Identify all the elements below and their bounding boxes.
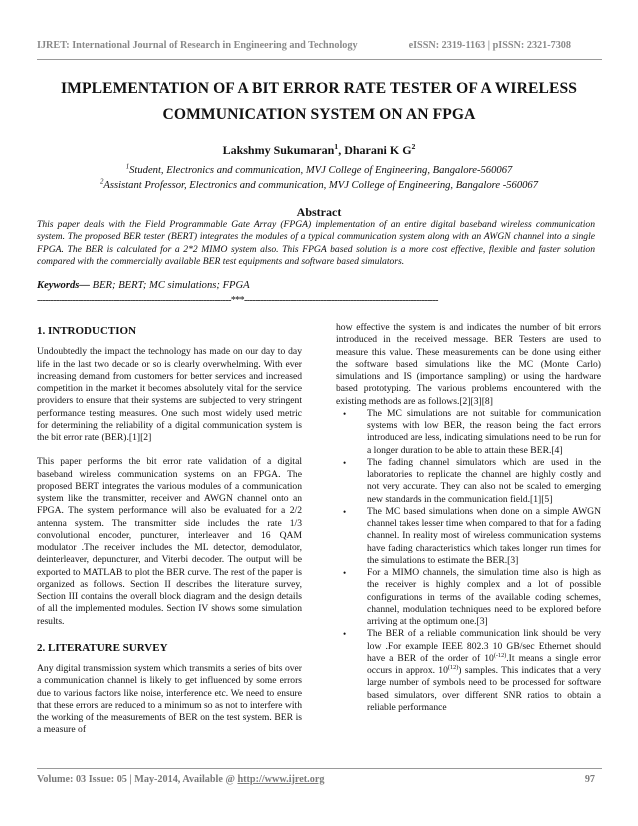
list-item-text-c: ) samples. This indicates that a very large number of symbols need to be processed for software based simulators, over different SNR ratios to obtain a reliable performance [367,665,601,713]
author-2: Dharani K G [344,143,412,157]
intro-paragraph-2: This paper performs the bit error rate validation of a digital baseband wireless communication systems on an FPGA. The proposed BERT integrates the various modules of a communication system like the transmitter, receiver and AWGN channel onto an FPGA. The system performance will also be evaluated for a 2/2 antenna system. The transmitter side includes the rate 1/3 convolutional encoder, puncturer, interleaver and 16 QAM modulator .The receiver includes the ML detector, demodulator, deinterleaver, depuncturer, and Viterbi decoder. The output will be exported to MATLAB to plot the BER curve. The rest of the paper is organized as follows. Section II describes the literature survey, Section III contains the overall block diagram and the design details of all the implemented modules. Section IV shows some simulation results. [37,456,302,627]
bullet-icon: • [343,457,347,468]
section-2-heading: 2. LITERATURE SURVEY [37,641,168,654]
title-line-1: IMPLEMENTATION OF A BIT ERROR RATE TESTER OF A WIRELESS [60,80,578,97]
author-1: Lakshmy Sukumaran [222,143,335,157]
list-item-text-a: The BER of a reliable communication link should be very low .For example IEEE 802.3 10 GB/sec Ethernet should have a BER of the order of 10 [367,628,601,664]
author-1-sup: 1 [334,142,339,151]
problem-list [336,408,601,714]
abstract-heading: Abstract [296,205,342,219]
bullet-icon: • [343,629,347,640]
author-separator: , [338,143,345,157]
footer-volume: Volume: 03 Issue: 05 | May-2014, Available @ [37,774,238,785]
right-column [336,322,601,714]
aff-1-sup: 1 [125,163,130,171]
footer [37,774,601,785]
journal-link[interactable]: http://www.ijret.org [237,774,325,785]
list-item-text: The MC based simulations when done on a simple AWGN channel takes lesser time when compared to that for a fading channel. In reality most of wireless communication systems have fading characteristics which takes longer run times for the simulations to estimate the BER.[3] [367,505,601,566]
footer-rule [37,768,602,769]
author-2-sup: 2 [411,142,416,151]
survey-paragraph-2: how effective the system is and indicates the number of bit errors introduced in the received message. BER Testers are used to measure this value. These measurements can be done using either the software based simulations like the MC (Monte Carlo) simulations and IS (importance sampling) or using the hardware based prototyping. The various problems encountered with the existing methods are as follows.[2][3][8] [336,322,601,407]
list-item [336,457,601,506]
aff-2-text: Assistant Professor, Electronics and communication, MVJ College of Engineering, Bangalore -560067 [103,180,539,191]
list-item [336,506,601,567]
journal-name: IJRET: International Journal of Research in Engineering and Technology [37,40,358,51]
list-item [336,628,601,714]
header-rule [37,59,602,60]
list-item [336,567,601,628]
bullet-icon: • [343,408,347,419]
survey-paragraph-1: Any digital transmission system which transmits a series of bits over a communication channel is likely to get influenced by some errors due to various factors like noise, interference etc. We need to ensure that these errors are reduced to a minimum so as not to interfere with the working of the measurements of BER on the test system. BER is a measure of [37,663,302,736]
keywords-label: Keywords— [37,280,90,291]
affiliation-1 [0,165,638,176]
aff-2-sup: 2 [99,178,104,186]
keywords-text: BER; BERT; MC simulations; FPGA [89,280,250,291]
issn: eISSN: 2319-1163 | pISSN: 2321-7308 [408,40,571,51]
left-column [37,322,302,749]
title-line-2: COMMUNICATION SYSTEM ON AN FPGA [162,106,476,123]
exponent-2: (12) [447,663,459,671]
list-item-text: For a MIMO channels, the simulation time also is high as the receiver is highly complex and a lot of possible configurations in terms of the available coding schemes, channel, modulation techniques need to be explored before arriving at the optimum one.[3] [367,567,601,627]
authors [0,143,638,158]
bullet-icon: • [343,506,347,517]
section-1-heading: 1. INTRODUCTION [37,325,137,337]
list-item-text: The MC simulations are not suitable for communication systems with low BER, the reason being the fact errors introduced are less, indicating simulations need to be run for a longer duration to be able to attain these BER.[4] [367,407,601,456]
aff-1-text: Student, Electronics and communication, MVJ College of Engineering, Bangalore-560067 [129,165,513,176]
section-separator: -----------------------------------------------------------------------***----------------------------------------------------------------------- [37,295,438,306]
keywords [37,280,250,291]
exponent-1: (-12) [493,651,507,659]
list-item-text-b: .It means a single error occurs in approx. 10 [367,652,601,676]
list-item [336,408,601,457]
abstract-text: This paper deals with the Field Programmable Gate Array (FPGA) implementation of an entire digital baseband wireless communication system. The proposed BER tester (BERT) integrates the modules of a typical communication system along with an AWGN channel into a single FPGA. The BER is calculated for a 2*2 MIMO system also. This FPGA based solution is a more cost effective, flexible and faster solution compared with the commercially available BER test equipments and software based simulators. [37,219,595,268]
paper-title [30,76,608,128]
bullet-icon: • [343,568,347,578]
affiliation-2 [0,180,638,191]
intro-paragraph-1: Undoubtedly the impact the technology has made on our day to day life in the last two decade or so is clearly overwhelming. With ever increasing demand from customers for better services and increased competition in the market it becomes absolutely vital for the service providers to ensure that their systems are subjected to very stringent performance testing measures. One such most widely used metric for determining the reliability of a digital communication system is the bit error rate (BER).[1][2] [37,346,302,443]
page-number: 97 [584,774,595,785]
list-item-text: The fading channel simulators which are used in the laboratories to replicate the channel are highly costly and not very accurate. They can also not be scaled to emerging new standards in the communication field.[1][5] [367,456,601,505]
